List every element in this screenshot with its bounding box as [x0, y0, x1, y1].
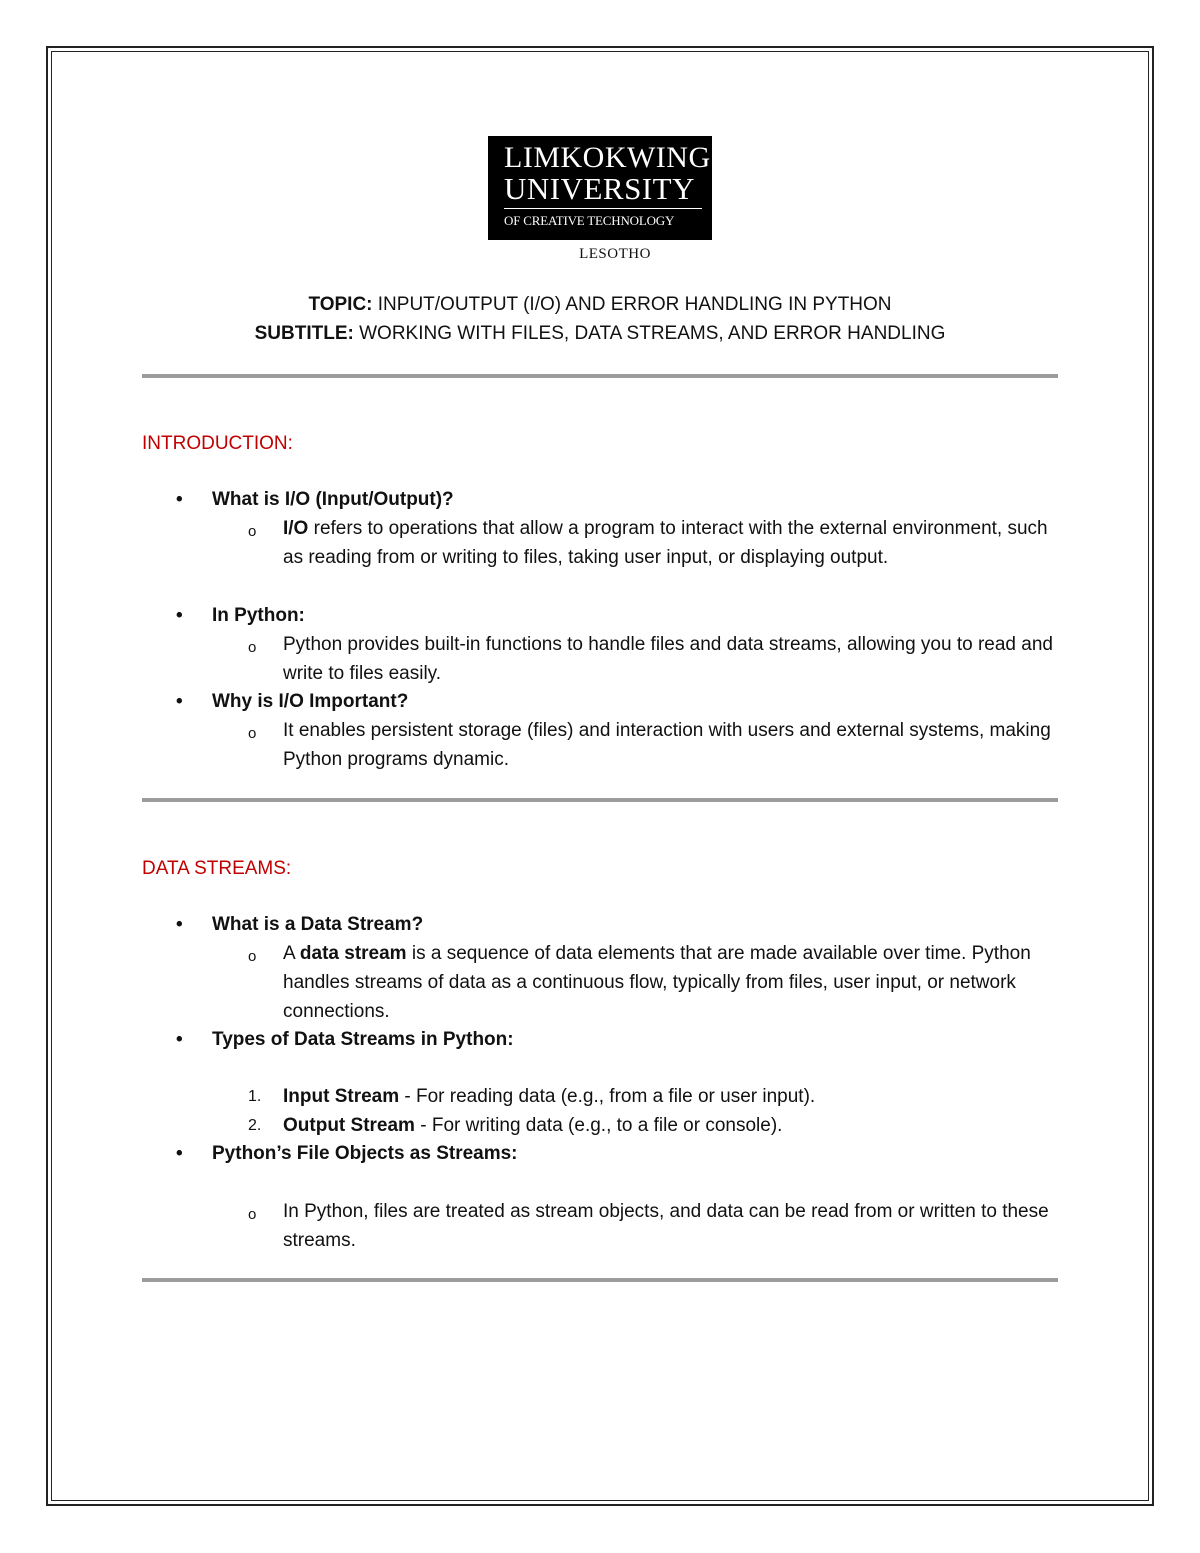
output-stream-desc: - For writing data (e.g., to a file or console). [414, 1115, 783, 1136]
intro-bullet-2: In Python: [212, 605, 305, 626]
university-logo [488, 136, 712, 240]
divider-1 [142, 374, 1058, 378]
list-number-2: 2. [248, 1117, 262, 1134]
sub-marker: o [248, 725, 257, 742]
streams-title: DATA STREAMS: [142, 858, 292, 879]
streams-bullet-1-pre: A [283, 943, 300, 964]
bullet-marker: • [176, 489, 183, 510]
intro-bullet-1-body: refers to operations that allow a program to interact with the external environment, such as reading from or writing to files, taking user input, or displaying output. [283, 518, 1048, 568]
divider-3 [142, 1278, 1058, 1282]
intro-bullet-1: What is I/O (Input/Output)? [212, 489, 454, 510]
streams-bullet-1-body: is a sequence of data elements that are made available over time. Python handles streams of data as a continuous flow, typically from files, user input, or network connections. [283, 943, 1031, 1022]
subtitle-text: WORKING WITH FILES, DATA STREAMS, AND ERROR HANDLING [353, 323, 946, 344]
subtitle-label: SUBTITLE: [254, 323, 354, 344]
bullet-marker: • [176, 691, 183, 712]
topic-line [0, 294, 1200, 316]
output-stream-item [283, 1111, 1063, 1140]
sub-marker: o [248, 523, 257, 540]
data-stream-term: data stream [299, 943, 407, 964]
bullet-marker: • [176, 914, 183, 935]
sub-marker: o [248, 948, 257, 965]
output-stream-term: Output Stream [283, 1115, 415, 1136]
page-border-inner [51, 51, 1149, 1501]
logo-line-1: LIMKOKWING [504, 141, 711, 174]
divider-2 [142, 798, 1058, 802]
streams-bullet-2: Types of Data Streams in Python: [212, 1029, 514, 1050]
io-term: I/O [283, 518, 309, 539]
sub-marker: o [248, 1206, 257, 1223]
intro-bullet-2-text: Python provides built-in functions to handle files and data streams, allowing you to read and write to files easily. [283, 634, 1053, 684]
list-number-1: 1. [248, 1088, 262, 1105]
bullet-marker: • [176, 605, 183, 626]
streams-bullet-1: What is a Data Stream? [212, 914, 424, 935]
bullet-marker: • [176, 1143, 183, 1164]
intro-bullet-1-text [283, 514, 1063, 572]
subtitle-line [0, 323, 1200, 345]
streams-bullet-3-text: In Python, files are treated as stream objects, and data can be read from or written to these streams. [283, 1201, 1049, 1251]
input-stream-term: Input Stream [283, 1086, 400, 1107]
streams-bullet-3: Python’s File Objects as Streams: [212, 1143, 518, 1164]
bullet-marker: • [176, 1029, 183, 1050]
streams-bullet-1-text [283, 939, 1063, 1026]
logo-line-2: UNIVERSITY [504, 171, 695, 206]
intro-title: INTRODUCTION: [142, 433, 293, 454]
logo-line-3: OF CREATIVE TECHNOLOGY [504, 208, 702, 231]
input-stream-desc: - For reading data (e.g., from a file or user input). [399, 1086, 816, 1107]
topic-text: INPUT/OUTPUT (I/O) AND ERROR HANDLING IN PYTHON [372, 294, 892, 315]
intro-bullet-3-text: It enables persistent storage (files) and interaction with users and external systems, making Python programs dynamic. [283, 720, 1051, 770]
sub-marker: o [248, 639, 257, 656]
logo-subtitle: LESOTHO [579, 246, 651, 262]
topic-label: TOPIC: [308, 294, 373, 315]
intro-bullet-3: Why is I/O Important? [212, 691, 409, 712]
input-stream-item [283, 1082, 1063, 1111]
